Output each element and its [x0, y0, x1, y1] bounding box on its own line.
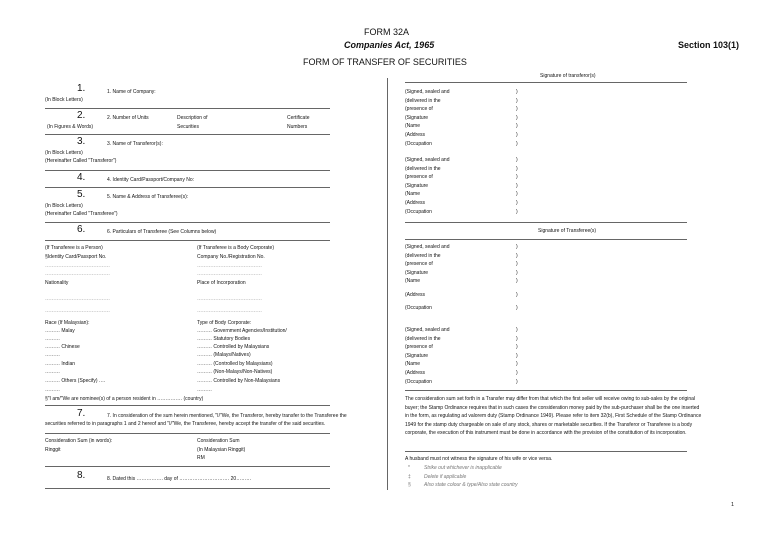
- divider: [45, 222, 330, 223]
- identity-card-label: 4. Identity Card/Passport/Company No:: [107, 177, 194, 183]
- witness-field-label: (delivered in the: [405, 97, 441, 104]
- witness-field-paren: ): [516, 97, 518, 104]
- description-label: Description of: [177, 115, 208, 121]
- witness-field-label: (Signed, sealed and: [405, 244, 450, 250]
- nationality-label: Nationality: [45, 280, 69, 286]
- witness-field-label: (Occupation: [405, 378, 432, 385]
- corporate-type-label: Type of Body Corporate:: [197, 320, 252, 326]
- race-option: ………: [45, 336, 60, 342]
- witness-field-paren: ): [516, 269, 518, 276]
- figures-words-note: (In Figures & Words): [47, 124, 94, 130]
- divider: [405, 390, 687, 391]
- divider: [405, 222, 687, 223]
- divider: [45, 187, 330, 188]
- transferee-called-note: (Hereinafter Called "Transferee"): [45, 211, 118, 217]
- transferor-called-note: (Hereinafter Called "Transferor"): [45, 158, 117, 164]
- footnote-text: Strike out whichever is inapplicable: [424, 465, 502, 471]
- section-4-number: 4.: [77, 172, 86, 183]
- witness-field-paren: ): [516, 114, 518, 121]
- witness-field-label: (Occupation: [405, 208, 432, 215]
- particulars-label: 6. Particulars of Transferee (See Columns below): [107, 229, 217, 235]
- husband-wife-note: A husband must not witness the signature of his wife or vice versa.: [405, 456, 553, 462]
- consideration-sum-label: Consideration Sum: [197, 438, 240, 444]
- divider: [45, 134, 330, 135]
- witness-field-label: (presence of: [405, 174, 433, 181]
- footnote-symbol: §: [408, 482, 411, 489]
- witness-field-label: (delivered in the: [405, 165, 441, 172]
- witness-field-label: (Occupation: [405, 304, 432, 311]
- block-letters-note: (In Block Letters): [45, 97, 83, 103]
- witness-field-paren: ): [516, 370, 518, 376]
- corporate-option: ………: [197, 387, 212, 393]
- form-number: FORM 32A: [364, 27, 410, 37]
- consideration-note-line: buyer; the Stamp Ordinance requires that in such cases the consideration money paid by the sub-purchaser shall be the one inserted: [405, 404, 700, 411]
- form-title: FORM OF TRANSFER OF SECURITIES: [303, 57, 467, 67]
- units-label: 2. Number of Units: [107, 115, 149, 121]
- transferor-signature-heading: Signature of transferor(s): [540, 73, 596, 79]
- witness-field-paren: ): [516, 182, 518, 189]
- witness-field-paren: ): [516, 208, 518, 215]
- race-label: Race (If Malaysian):: [45, 320, 90, 326]
- witness-field-label: (Signature: [405, 182, 429, 189]
- section-6-number: 6.: [77, 224, 86, 235]
- divider: [405, 239, 687, 240]
- witness-field-paren: ): [516, 327, 518, 333]
- consideration-note-line: 1949 for the stamp duty chargeable on sale of any stock, shares or marketable securities. If the Transferor or Transferee is a body: [405, 421, 693, 428]
- block-letters-note: (In Block Letters): [45, 203, 83, 209]
- corporate-option: ……… Statutory Bodies: [197, 336, 251, 342]
- witness-field-label: (Signed, sealed and: [405, 89, 450, 95]
- consideration-words-label: Consideration Sum (in words):: [45, 438, 113, 444]
- witness-field-label: (delivered in the: [405, 335, 441, 342]
- witness-field-paren: ): [516, 191, 518, 198]
- witness-field-paren: ): [516, 200, 518, 206]
- divider: [405, 451, 687, 452]
- section-1-number: 1.: [77, 83, 86, 94]
- dotted-field: …………………………………: [197, 296, 262, 302]
- divider: [405, 82, 687, 83]
- witness-field-label: (presence of: [405, 344, 433, 351]
- race-option: ………: [45, 369, 60, 375]
- dotted-field: …………………………………: [45, 271, 110, 277]
- transferee-signature-heading: Signature of Transferee(s): [538, 228, 597, 234]
- witness-field-label: (presence of: [405, 261, 433, 268]
- witness-field-paren: ): [516, 344, 518, 351]
- witness-field-label: (presence of: [405, 106, 433, 113]
- race-option: ……… Others (Specify) ….: [45, 378, 106, 384]
- divider: [45, 108, 330, 109]
- corporate-option: ……… Controlled by Malaysians: [197, 344, 270, 350]
- corporate-option: ……… Controlled by Non-Malaysians: [197, 378, 281, 384]
- corporate-option: ……… Government Agencies/Institution/: [197, 328, 287, 334]
- witness-field-label: (Address: [405, 132, 426, 138]
- witness-field-label: (Signed, sealed and: [405, 157, 450, 163]
- nominee-statement: §"I am/"We are nominee(s) of a person resident in …………… (country): [45, 396, 204, 402]
- witness-field-label: (Name: [405, 278, 421, 285]
- witness-field-paren: ): [516, 106, 518, 113]
- footnote-symbol: ‡: [408, 473, 411, 480]
- divider: [45, 170, 330, 171]
- transferor-name-label: 3. Name of Transferor(s):: [107, 141, 163, 147]
- section-ref: Section 103(1): [678, 40, 740, 50]
- consideration-clause-line2: securities referred to in paragraphs 1 and 2 hereof and "I/"We, the Transferee, hereby accept the transfer of the said securities.: [45, 421, 326, 427]
- witness-field-label: (Name: [405, 361, 421, 368]
- dotted-field: …………………………………: [45, 263, 110, 269]
- race-option: ………: [45, 352, 60, 358]
- numbers-label: Numbers: [287, 124, 308, 130]
- divider: [45, 433, 330, 434]
- section-3-number: 3.: [77, 136, 86, 147]
- rm-label: RM: [197, 455, 205, 461]
- incorporation-label: Place of Incorporation: [197, 280, 246, 286]
- section-2-number: 2.: [77, 110, 86, 121]
- consideration-clause-line1: 7. In consideration of the sum herein mentioned, "I/"We, the Transferor, hereby transfer to the Transferee the: [107, 413, 347, 419]
- corporate-option: ……… (Controlled by Malaysians): [197, 361, 273, 367]
- witness-field-paren: ): [516, 278, 518, 285]
- ringgit-label: Ringgit: [45, 447, 61, 453]
- dotted-field: …………………………………: [197, 271, 262, 277]
- dated-line: 8. Dated this ……………. day of ………………………… 20………: [107, 476, 252, 482]
- company-name-label: 1. Name of Company:: [107, 89, 156, 95]
- consideration-note-line: The consideration sum set forth in a Transfer may differ from that which the first seller will receive owing to sub-sales by the original: [405, 396, 696, 402]
- dotted-field: …………………………………: [45, 308, 110, 314]
- footnote-text: Delete if applicable: [424, 473, 467, 480]
- witness-field-label: (Signed, sealed and: [405, 327, 450, 333]
- witness-field-label: (Signature: [405, 114, 429, 121]
- act-name: Companies Act, 1965: [344, 40, 435, 50]
- divider: [45, 240, 330, 241]
- witness-field-paren: ): [516, 261, 518, 268]
- witness-field-label: (Address: [405, 370, 426, 376]
- section-8-number: 8.: [77, 470, 86, 481]
- witness-field-paren: ): [516, 157, 518, 163]
- witness-field-label: (Occupation: [405, 140, 432, 147]
- witness-field-paren: ): [516, 378, 518, 385]
- consideration-note-line: corporate, the execution of this instrument must be done in accordance with the provision of the constitution of its incorporation.: [405, 430, 687, 437]
- race-option: ……… Chinese: [45, 344, 80, 350]
- witness-field-paren: ): [516, 244, 518, 250]
- witness-field-label: (Signature: [405, 352, 429, 359]
- witness-field-label: (Name: [405, 123, 421, 130]
- divider: [45, 488, 330, 489]
- corporate-option: ……… (Malays/Natives): [197, 352, 251, 358]
- witness-field-paren: ): [516, 165, 518, 172]
- witness-field-paren: ): [516, 292, 518, 298]
- witness-field-label: (delivered in the: [405, 252, 441, 259]
- malaysian-ringgit-label: (In Malaysian Ringgit): [197, 447, 246, 453]
- witness-field-paren: ): [516, 361, 518, 368]
- witness-field-label: (Address: [405, 292, 426, 298]
- securities-label: Securities: [177, 124, 199, 130]
- page-number: 1: [731, 502, 735, 508]
- witness-field-label: (Address: [405, 200, 426, 206]
- witness-field-paren: ): [516, 335, 518, 342]
- person-heading: (If Transferee is a Person): [45, 245, 103, 251]
- witness-field-label: (Name: [405, 191, 421, 198]
- registration-label: Company No./Registration No.: [197, 254, 265, 260]
- witness-field-paren: ): [516, 174, 518, 181]
- witness-field-paren: ): [516, 89, 518, 95]
- certificate-label: Certificate: [287, 115, 310, 121]
- race-option: ………: [45, 387, 60, 393]
- section-5-number: 5.: [77, 189, 86, 200]
- witness-field-paren: ): [516, 123, 518, 130]
- dotted-field: …………………………………: [45, 296, 110, 302]
- corporate-option: ……… (Non-Malays/Non-Natives): [197, 369, 273, 375]
- witness-field-paren: ): [516, 140, 518, 147]
- race-option: ……… Indian: [45, 361, 76, 367]
- dotted-field: …………………………………: [197, 308, 262, 314]
- race-option: ……… Malay: [45, 328, 75, 334]
- witness-field-label: (Signature: [405, 269, 429, 276]
- witness-field-paren: ): [516, 252, 518, 259]
- witness-field-paren: ): [516, 352, 518, 359]
- consideration-note-line: in the form, as regulating ad valorem duty (Stamp Ordinance 1949). Please refer to item 32(b), First Schedule of the Stamp Ordinance: [405, 413, 702, 420]
- block-letters-note: (In Block Letters): [45, 150, 83, 156]
- footnote-symbol: *: [408, 465, 410, 471]
- identity-card-field-label: §Identity Card/Passport No.: [45, 254, 107, 260]
- footnote-text: Also state colour & type/Also state country: [424, 482, 518, 489]
- section-7-number: 7.: [77, 408, 86, 419]
- divider: [45, 466, 330, 467]
- witness-field-paren: ): [516, 304, 518, 311]
- witness-field-paren: ): [516, 132, 518, 138]
- dotted-field: …………………………………: [197, 263, 262, 269]
- divider: [45, 405, 330, 406]
- transferee-name-label: 5. Name & Address of Transferee(s):: [107, 194, 189, 200]
- column-divider: [387, 78, 388, 490]
- corporate-heading: (If Transferee is a Body Corporate): [197, 245, 274, 251]
